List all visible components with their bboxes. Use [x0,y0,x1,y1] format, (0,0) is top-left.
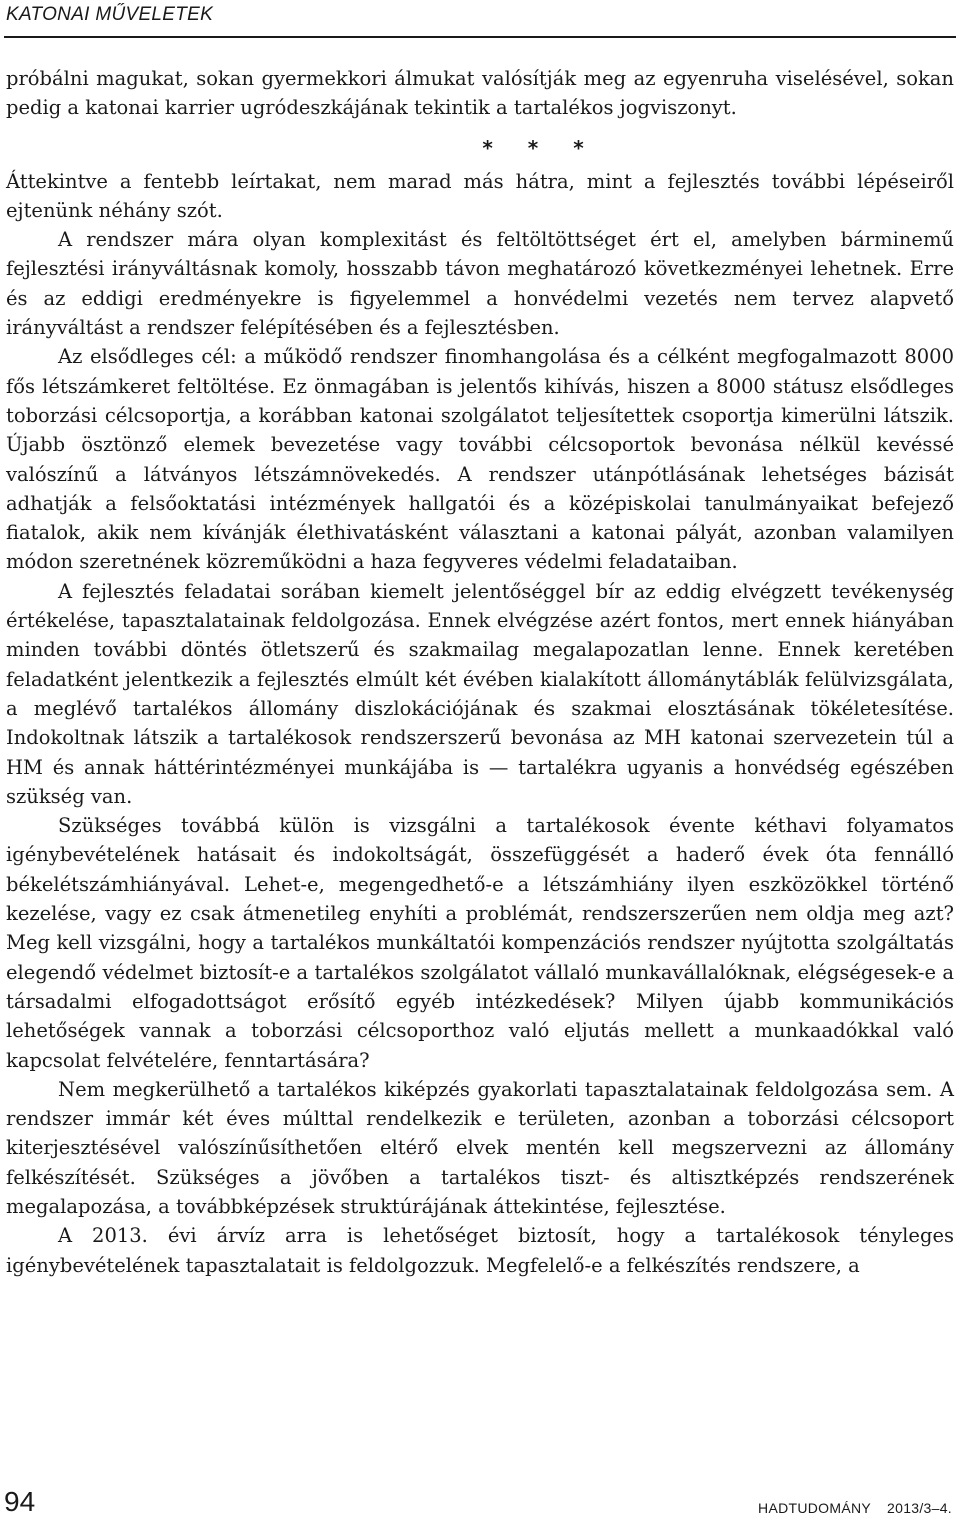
paragraph-2: A rendszer mára olyan komplexitást és feltöltöttséget ért el, amelyben bárminemű fejlesztési irányváltásnak komoly, hosszabb távon meghatározó következményei lehetnek. Erre és az eddigi eredményekre is figyelemmel a honvédelmi vezetés nem tervez alapvető irányváltást a rendszer felépítésében és a fejlesztésben. [6,228,954,340]
running-header: KATONAI MŰVELETEK [6,4,214,25]
journal-name: HADTUDOMÁNY [758,1500,872,1516]
section-separator: * * * [482,135,598,160]
header-rule [4,36,956,38]
paragraph-intro: próbálni magukat, sokan gyermekkori álmukat valósítják meg az egyenruha viselésével, sokan pedig a katonai karrier ugródeszkájának tekintik a tartalékos jogviszonyt. [6,67,954,120]
journal-footer [758,1500,952,1516]
paragraph-5: Szükséges továbbá külön is vizsgálni a tartalékosok évente kéthavi folyamatos igénybevételének hatásait és indokoltságát, összefüggését a haderő évek óta fennálló békelétszámhiányával. Lehet-e, megengedhető-e a létszámhiány ilyen eszközökkel történő kezelése, vagy ez csak átmenetileg enyhíti a problémát, rendszerszerűen nem oldja meg azt? Meg kell vizsgálni, hogy a tartalékos munkáltatói kompenzációs rendszer nyújtotta szolgáltatás elegendő védelmet biztosít-e a tartalékos szolgálatot vállaló munkavállalóknak, elégségesek-e a társadalmi elfogadottságot erősítő egyéb intézkedések? Milyen újabb kommunikációs lehetőségek vannak a toborzási célcsoporthoz való eljutás mellett a munkaadókkal való kapcsolat felvételére, fenntartására? [6,814,954,1072]
paragraph-3: Az elsődleges cél: a működő rendszer finomhangolása és a célként megfogalmazott 8000 fős létszámkeret feltöltése. Ez önmagában is jelentős kihívás, hiszen a 8000 státusz elsődleges toborzási célcsoportja, a korábban katonai szolgálatot teljesítettek csoportja kimerülni látszik. Újabb ösztönző elemek bevezetése vagy további célcsoportok bevonása nélkül kevéssé valószínű a látványos létszámnövekedés. A rendszer utánpótlásának lehetséges bázisát adhatják a felsőoktatási intézmények hallgatói és a középiskolai tanulmányaikat befejező fiatalok, akik nem kívánják élethivatásként választani a katonai pályát, azonban valamilyen módon szeretnének közreműködni a haza fegyveres védelmi feladataiban. [6,345,954,574]
paragraph-6: Nem megkerülhető a tartalékos kiképzés gyakorlati tapasztalatainak feldolgozása sem. A rendszer immár két éves múlttal rendelkezik e területen, azonban a toborzási célcsoport kiterjesztésével valószínűsíthetően eltérő elvek mentén kell megszervezni az állomány felkészítését. Szükséges a jövőben a tartalékos tiszt- és altisztképzés rendszerének megalapozása, a továbbképzések struktúrájának áttekintése, fejlesztése. [6,1077,954,1218]
paragraph-1: Áttekintve a fentebb leírtakat, nem marad más hátra, mint a fejlesztés további lépéseiről ejtenünk néhány szót. [6,169,954,222]
article-body [6,64,954,1280]
paragraph-4: A fejlesztés feladatai sorában kiemelt jelentőséggel bír az eddig elvégzett tevékenység értékelése, tapasztalatainak feldolgozása. Ennek elvégzése azért fontos, mert ennek hiányában minden további döntés ötletszerű és szakmailag megalapozatlan lenne. Ennek keretében feladatként jelentkezik a fejlesztés elmúlt két évében kialakított állománytáblák felülvizsgálata, a meglévő tartalékos állomány diszlokációjának és szakmai elosztásának tökéletesítése. Indokoltnak látszik a tartalékosok rendszerszerű bevonása az MH katonai szervezetein túl a HM és annak háttérintézményei munkájába is — tartalékra ugyanis a honvédség egészében szükség van. [6,579,954,808]
journal-issue: 2013/3–4. [887,1500,952,1516]
page-number: 94 [4,1486,36,1517]
paragraph-7: A 2013. évi árvíz arra is lehetőséget biztosít, hogy a tartalékosok tényleges igénybevételének tapasztalatait is feldolgozzuk. Megfelelő-e a felkészítés rendszere, a [6,1224,954,1277]
